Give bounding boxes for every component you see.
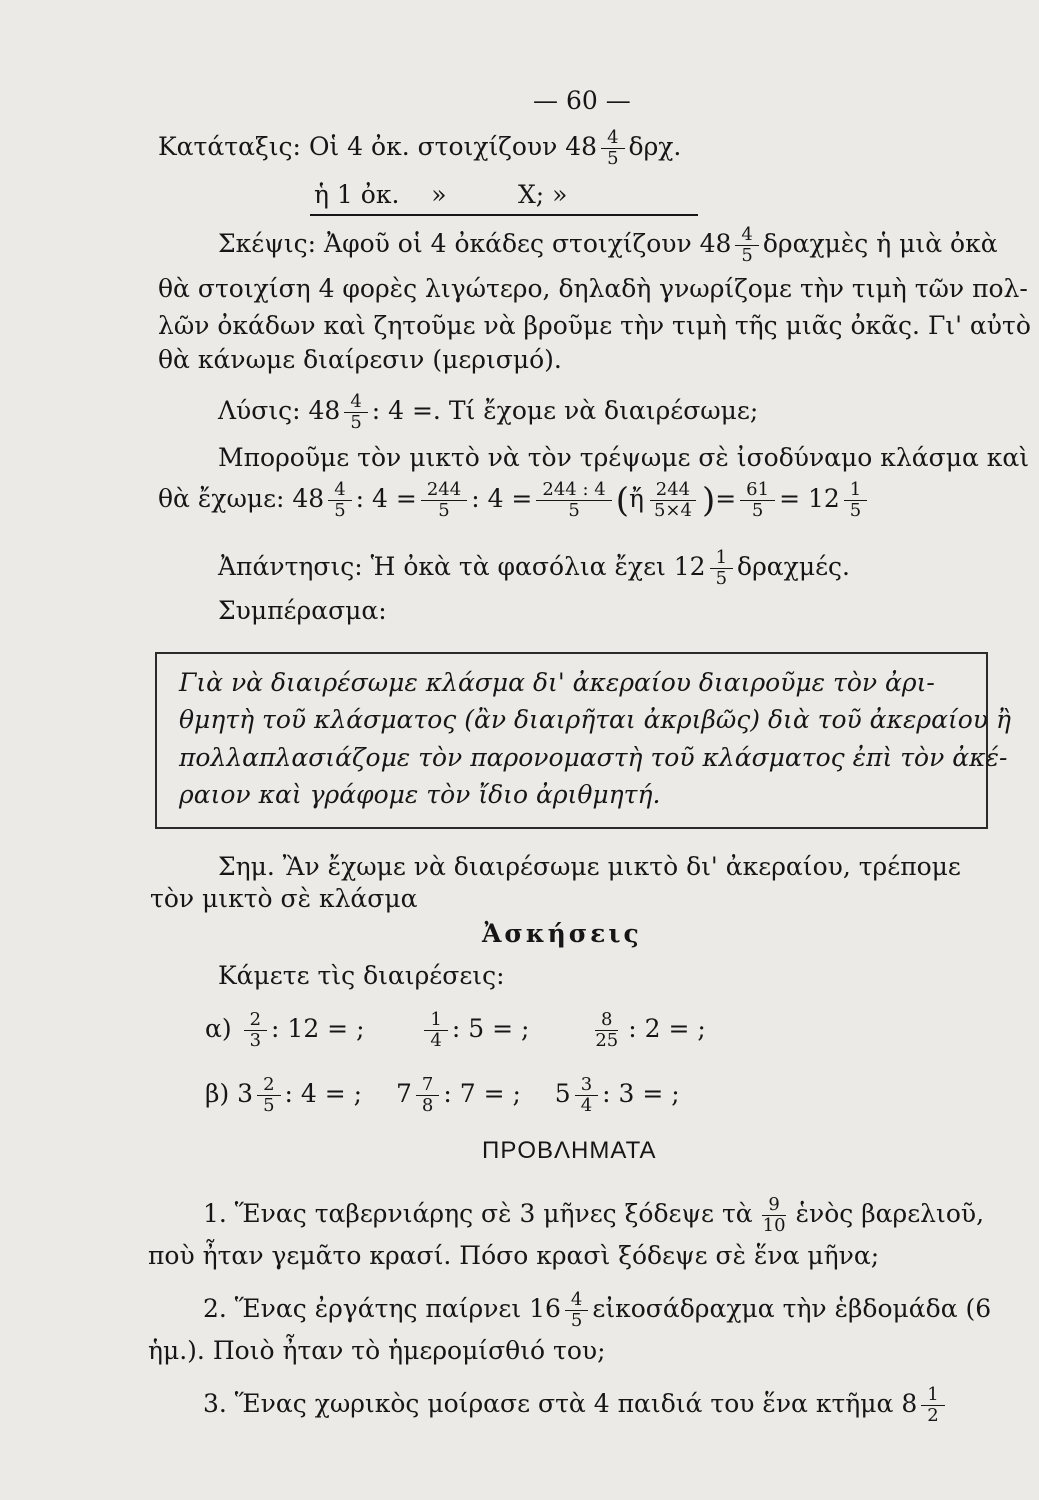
note-line-2: τὸν μικτὸ σὲ κλάσμα: [150, 884, 418, 913]
skepsis-line-3: λῶν ὀκάδων καὶ ζητοῦμε νὰ βροῦμε τὴν τιμὴ τῆς μιᾶς ὀκᾶς. Γι' αὐτὸ: [158, 311, 1031, 340]
exercise-b: β) 3 $\frac{2}{5}$ : 4 = ; 7 $\frac{7}{8}$ : 7 = ; 5 $\frac{3}{4}$ : 3 = ;: [205, 1074, 680, 1116]
fraction: $\frac{244}{5\times 4}$: [648, 480, 698, 521]
katataxis-row-1: [158, 128, 681, 169]
conclusion-box: [155, 652, 1011, 829]
problem-1-line-1: 1. Ἕνας ταβερνιάρης σὲ 3 μῆνες ξόδεψε τὰ $\frac{9}{10}$ ἑνὸς βαρελιοῦ,: [203, 1194, 985, 1236]
skepsis-line-4: θὰ κάνωμε διαίρεσιν (μερισμό).: [158, 345, 562, 374]
fraction: $\frac{4}{5}$: [344, 392, 367, 433]
katataxis-row-2: ἡ 1 ὀκ. » Χ; »: [314, 180, 568, 209]
fraction: $\frac{2}{5}$: [257, 1075, 280, 1116]
problem-1-line-2: ποὺ ἦταν γεμᾶτο κρασί. Πόσο κρασὶ ξόδεψε σὲ ἕνα μῆνα;: [148, 1241, 880, 1270]
fraction: $\frac{1}{5}$: [710, 548, 733, 589]
apantisis-line: Ἀπάντησις: Ἡ ὀκὰ τὰ φασόλια ἔχει 12 $\frac{1}{5}$ δραχμές.: [218, 547, 850, 589]
skepsis-line-2: θὰ στοιχίση 4 φορὲς λιγώτερο, δηλαδὴ γνωρίζομε τὴν τιμὴ τῶν πολ-: [158, 274, 1028, 303]
note-line-1: Σημ. Ἂν ἔχωμε νὰ διαιρέσωμε μικτὸ δι' ἀκεραίου, τρέπομε: [218, 852, 961, 881]
problem-2-line-1: 2. Ἕνας ἐργάτης παίρνει 16 $\frac{4}{5}$ εἰκοσάδραχμα τὴν ἑβδομάδα (6: [203, 1289, 992, 1331]
lysis-line-2: Μποροῦμε τὸν μικτὸ νὰ τὸν τρέψωμε σὲ ἰσοδύναμο κλάσμα καὶ: [218, 443, 1030, 472]
katataxis-underline: [310, 214, 698, 216]
fraction: $\frac{4}{5}$: [601, 128, 624, 169]
lysis-line-3: θὰ ἔχωμε: 48 $\frac{4}{5}$ : 4 = $\frac{244}{5}$ : 4 = $\frac{244 : 4}{5}$ (ἤ $\frac{244}{5\times 4}$ )= $\frac{61}{5}$ = 12 $\frac{1}{5}$: [158, 480, 871, 521]
conclusion-line-4: ραιον καὶ γράφομε τὸν ἴδιο ἀριθμητή.: [179, 780, 661, 809]
fraction: $\frac{1}{2}$: [921, 1385, 944, 1426]
fraction: $\frac{4}{5}$: [735, 225, 758, 266]
skepsis-line-1: Σκέψις: Ἀφοῦ οἱ 4 ὀκάδες στοιχίζουν 48 $\frac{4}{5}$ δραχμὲς ἡ μιὰ ὀκὰ: [218, 224, 998, 266]
fraction: $\frac{3}{4}$: [575, 1075, 598, 1116]
conclusion-line-3: πολλαπλασιάζομε τὸν παρονομαστὴ τοῦ κλάσματος ἐπὶ τὸν ἀκέ-: [179, 743, 1008, 772]
problem-3-line-1: 3. Ἕνας χωρικὸς μοίρασε στὰ 4 παιδιά του ἕνα κτῆμα 8 $\frac{1}{2}$: [203, 1385, 949, 1426]
fraction: $\frac{244 : 4}{5}$: [536, 480, 611, 521]
katataxis-row1-text: Οἱ 4 ὀκ. στοιχίζουν 48: [308, 132, 598, 161]
page-number: — 60 —: [533, 86, 631, 115]
exercise-label: α): [205, 1014, 232, 1043]
fraction: $\frac{4}{5}$: [328, 480, 351, 521]
exercises-title: Ἀσκήσεις: [482, 919, 642, 948]
fraction: $\frac{7}{8}$: [416, 1075, 439, 1116]
lysis-line-1: Λύσις: 48 $\frac{4}{5}$ : 4 =. Τί ἔχομε νὰ διαιρέσωμε;: [218, 391, 759, 433]
exercises-intro: Κάμετε τὶς διαιρέσεις:: [218, 961, 505, 990]
fraction: $\frac{1}{5}$: [844, 480, 867, 521]
fraction: $\frac{1}{4}$: [424, 1010, 447, 1051]
fraction: $\frac{9}{10}$: [762, 1194, 786, 1236]
fraction: $\frac{244}{5}$: [421, 480, 467, 521]
fraction: $\frac{4}{5}$: [565, 1290, 588, 1331]
conclusion-line-2: θμητὴ τοῦ κλάσματος (ἂν διαιρῆται ἀκριβῶς) διὰ τοῦ ἀκεραίου ἢ: [179, 705, 1011, 734]
exercise-a: α) $\frac{2}{3}$ : 12 = ; $\frac{1}{4}$ : 5 = ; $\frac{8}{25}$ : 2 = ;: [205, 1009, 706, 1051]
katataxis-label: Κατάταξις:: [158, 132, 301, 161]
problem-2-line-2: ἡμ.). Ποιὸ ἦταν τὸ ἡμερομίσθιό του;: [148, 1336, 606, 1365]
fraction: $\frac{8}{25}$: [595, 1009, 619, 1051]
fraction: $\frac{61}{5}$: [740, 480, 775, 521]
problems-title: ΠΡΟΒΛΗΜΑΤΑ: [482, 1137, 657, 1164]
katataxis-row1-unit: δρχ.: [628, 132, 682, 161]
symperasma-label: Συμπέρασμα:: [218, 596, 387, 625]
fraction: $\frac{2}{3}$: [244, 1010, 267, 1051]
exercise-label: β): [205, 1079, 230, 1108]
conclusion-line-1: Γιὰ νὰ διαιρέσωμε κλάσμα δι' ἀκεραίου διαιροῦμε τὸν ἀρι-: [179, 668, 935, 697]
